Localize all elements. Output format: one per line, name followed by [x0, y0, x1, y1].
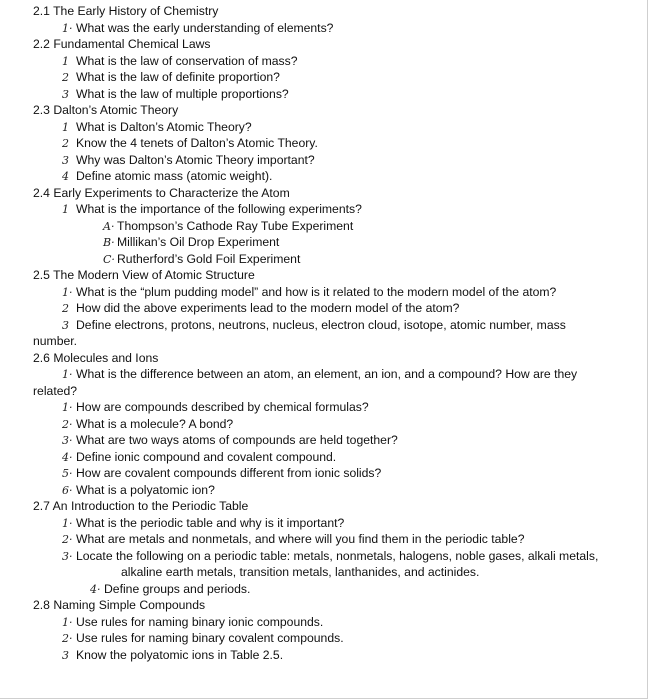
question-2-8-3 — [0, 647, 648, 664]
question-2-7-3 — [0, 548, 648, 565]
handwritten-number: 1· — [62, 516, 73, 530]
handwritten-number: 1 — [62, 203, 69, 216]
question-2-3-4 — [0, 168, 648, 185]
question-text: Use rules for naming binary ionic compounds. — [76, 614, 324, 629]
question-text: Define ionic compound and covalent compound. — [76, 449, 337, 464]
question-2-1-1 — [0, 20, 648, 37]
question-2-6-3 — [0, 432, 648, 449]
question-2-7-3-continued: alkaline earth metals, transition metals, lanthanides, and actinides. — [121, 565, 480, 579]
question-2-2-3 — [0, 86, 648, 103]
question-2-5-3 — [0, 317, 648, 334]
handwritten-number: 3 — [62, 318, 69, 332]
question-2-3-2 — [0, 135, 648, 152]
question-text: What is the “plum pudding model” and how is it related to the modern model of the atom? — [76, 284, 557, 299]
handwritten-number: 2· — [62, 417, 73, 431]
question-text: Know the polyatomic ions in Table 2.5. — [76, 647, 284, 662]
question-text: What is Dalton’s Atomic Theory? — [76, 119, 252, 134]
question-2-8-1 — [0, 614, 648, 631]
section-heading-2-7: 2.7 An Introduction to the Periodic Table — [33, 499, 249, 513]
section-heading-2-3: 2.3 Dalton’s Atomic Theory — [33, 103, 179, 117]
handwritten-number: 4· — [62, 450, 73, 464]
handwritten-number: 3 — [62, 153, 69, 167]
question-text: Know the 4 tenets of Dalton’s Atomic Theory. — [76, 136, 318, 150]
handwritten-letter: A· — [103, 219, 115, 233]
question-text: Define electrons, protons, neutrons, nucleus, electron cloud, isotope, atomic number, mass — [76, 317, 566, 332]
handwritten-letter: B· — [103, 236, 115, 249]
handwritten-number: 2· — [62, 533, 73, 546]
section-heading-2-2: 2.2 Fundamental Chemical Laws — [33, 37, 211, 51]
handwritten-number: 1 — [62, 120, 69, 134]
question-text: What was the early understanding of elements? — [76, 20, 334, 35]
question-2-2-2 — [0, 69, 648, 86]
question-2-6-6 — [0, 482, 648, 499]
question-2-3-1 — [0, 119, 648, 136]
handwritten-number: 1· — [62, 21, 73, 35]
handwritten-number: 3· — [62, 549, 73, 563]
question-text: What is the periodic table and why is it important? — [76, 515, 345, 530]
question-2-5-3-continued: number. — [33, 334, 78, 348]
question-2-5-2 — [0, 300, 648, 317]
section-heading-2-1: 2.1 The Early History of Chemistry — [33, 4, 219, 18]
subitem-text: Thompson’s Cathode Ray Tube Experiment — [117, 218, 354, 233]
question-text: How are covalent compounds different from ionic solids? — [76, 466, 382, 480]
handwritten-number: 1· — [62, 615, 73, 629]
question-2-6-4 — [0, 449, 648, 466]
question-2-7-1 — [0, 515, 648, 532]
question-2-6-2 — [0, 416, 648, 433]
handwritten-number: 1· — [62, 368, 73, 381]
question-text: How are compounds described by chemical formulas? — [76, 400, 369, 414]
handwritten-number: 3 — [62, 87, 69, 101]
question-text: What is the difference between an atom, an element, an ion, and a compound? How are they — [76, 367, 578, 381]
handwritten-letter: C· — [103, 252, 115, 266]
document-body — [0, 3, 648, 663]
subitem-text: Millikan’s Oil Drop Experiment — [117, 235, 280, 249]
question-text: What is the law of conservation of mass? — [76, 53, 298, 68]
section-heading-2-5: 2.5 The Modern View of Atomic Structure — [33, 268, 255, 282]
subitem-2-4-b — [0, 234, 648, 251]
handwritten-number: 6· — [62, 483, 73, 497]
question-2-6-5 — [0, 465, 648, 482]
question-text: Define groups and periods. — [104, 581, 251, 596]
section-heading-2-4: 2.4 Early Experiments to Characterize the Atom — [33, 185, 290, 200]
question-text: Define atomic mass (atomic weight). — [76, 169, 273, 183]
handwritten-number: 3· — [62, 434, 73, 447]
question-2-6-0 — [0, 366, 648, 383]
question-text: What is the law of definite proportion? — [76, 70, 280, 84]
handwritten-number: 2· — [62, 632, 73, 645]
handwritten-number: 1· — [62, 285, 73, 299]
handwritten-number: 4 — [62, 170, 69, 183]
handwritten-number: 1 — [62, 54, 69, 68]
handwritten-number: 2 — [62, 137, 69, 150]
question-2-7-2 — [0, 531, 648, 548]
question-text: What are two ways atoms of compounds are held together? — [76, 433, 398, 447]
question-text: What is a polyatomic ion? — [76, 482, 215, 497]
handwritten-number: 2 — [62, 302, 69, 315]
subitem-text: Rutherford’s Gold Foil Experiment — [117, 251, 301, 266]
question-2-2-1 — [0, 53, 648, 70]
question-text: What is the importance of the following experiments? — [76, 202, 362, 216]
question-text: What is a molecule? A bond? — [76, 416, 234, 431]
handwritten-number: 4· — [90, 582, 101, 596]
question-2-5-1 — [0, 284, 648, 301]
question-text: What is the law of multiple proportions? — [76, 86, 289, 101]
handwritten-number: 2 — [62, 71, 69, 84]
section-heading-2-8: 2.8 Naming Simple Compounds — [33, 598, 206, 612]
handwritten-number: 1· — [62, 401, 73, 414]
question-text: Use rules for naming binary covalent compounds. — [76, 631, 344, 645]
question-2-4-1 — [0, 201, 648, 218]
handwritten-number: 5· — [62, 467, 73, 480]
question-text: What are metals and nonmetals, and where will you find them in the periodic table? — [76, 532, 525, 546]
question-2-6-0-continued: related? — [33, 383, 78, 398]
question-2-8-2 — [0, 630, 648, 647]
section-heading-2-6: 2.6 Molecules and Ions — [33, 350, 159, 365]
question-2-7-4 — [0, 581, 648, 598]
question-text: Why was Dalton’s Atomic Theory important? — [76, 152, 315, 167]
question-text: How did the above experiments lead to the modern model of the atom? — [76, 301, 460, 315]
question-2-3-3 — [0, 152, 648, 169]
subitem-2-4-a — [0, 218, 648, 235]
handwritten-number: 3 — [62, 648, 69, 662]
question-2-6-1 — [0, 399, 648, 416]
question-text: Locate the following on a periodic table: metals, nonmetals, halogens, noble gases, alkali metals, — [76, 548, 599, 563]
subitem-2-4-c — [0, 251, 648, 268]
